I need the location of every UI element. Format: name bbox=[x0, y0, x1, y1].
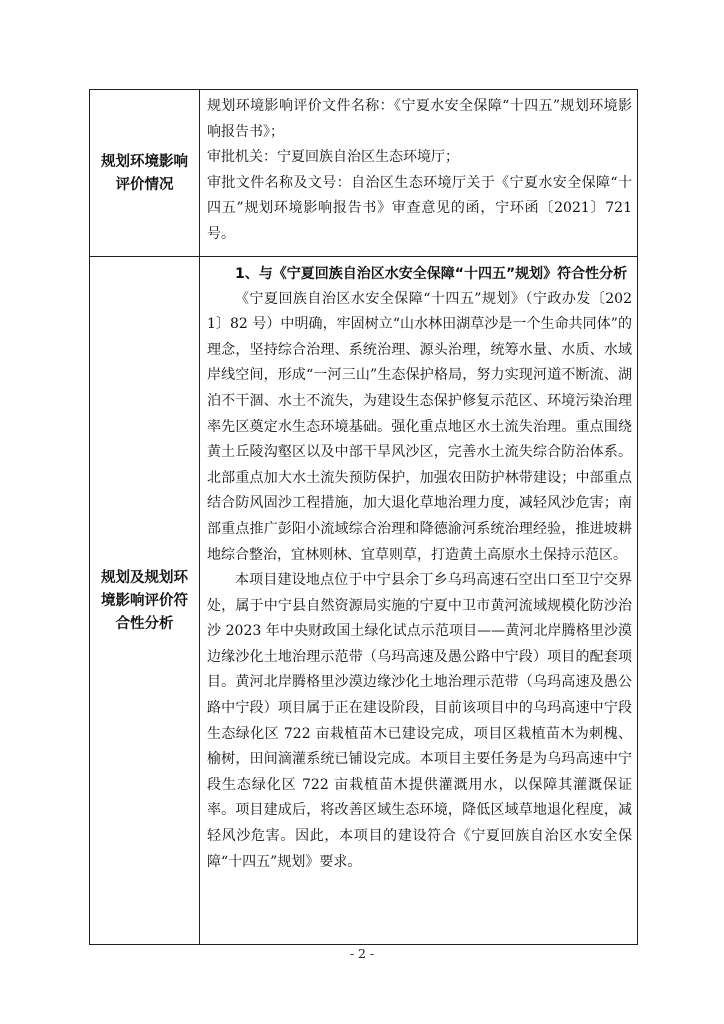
page-number: - 2 - bbox=[349, 946, 375, 961]
section-label-cell bbox=[90, 90, 200, 257]
plan-summary-paragraph: 《宁夏回族自治区水安全保障“十四五”规划》（宁政办发〔2021〕82 号）中明确，牢固树立“山水林田湖草沙是一个生命共同体”的理念，坚持综合治理、系统治理、源头治理，统筹水量、水质、水域岸线空间，形成“一河三山”生态保护格局，努力实现河道不断流、湖泊不干涸、水土不流失，为建设生态保护修复示范区、环境污染治理率先区奠定水生态环境基础。强化重点地区水土流失治理。重点围绕黄土丘陵沟壑区以及中部干旱风沙区，完善水土流失综合防治体系。北部重点加大水土流失预防保护，加强农田防护林带建设；中部重点结合防风固沙工程措施，加大退化草地治理力度，减轻风沙危害；南部重点推广彭阳小流域综合治理和降德渝河系统治理经验，推进坡耕地综合整治，宜林则林、宜草则草，打造黄土高原水土保持示范区。 bbox=[207, 290, 632, 563]
section-label: 规划及规划环境影响评价符合性分析 bbox=[101, 568, 188, 632]
section-content-cell bbox=[200, 256, 638, 944]
approval-document-line: 审批文件名称及文号：自治区生态环境厅关于《宁夏水安全保障“十四五”规划环境影响报告书》审查意见的函，宁环函〔2021〕721 号。 bbox=[207, 174, 632, 242]
section-label: 规划环境影响评价情况 bbox=[101, 152, 188, 193]
section-content-cell bbox=[200, 90, 638, 257]
document-name-line: 规划环境影响评价文件名称：《宁夏水安全保障“十四五”规划环境影响报告书》； bbox=[207, 98, 632, 140]
assessment-table bbox=[89, 89, 638, 945]
section-heading: 1、与《宁夏回族自治区水安全保障“十四五”规划》符合性分析 bbox=[235, 265, 628, 282]
table-row bbox=[90, 256, 638, 944]
approval-authority-line: 审批机关：宁夏回族自治区生态环境厅； bbox=[207, 149, 459, 166]
table-row bbox=[90, 90, 638, 257]
project-conformity-paragraph: 本项目建设地点位于中宁县余丁乡乌玛高速石空出口至卫宁交界处，属于中宁县自然资源局实施的宁夏中卫市黄河流域规模化防沙治沙 2023 年中央财政国土绿化试点示范项目——黄河北岸腾格里沙漠边缘沙化土地治理示范带（乌玛高速及愚公路中宁段）项目的配套项目。黄河北岸腾格里沙漠边缘沙化土地治理示范带（乌玛高速及愚公路中宁段）项目属于正在建设阶段，目前该项目中的乌玛高速中宁段生态绿化区 722 亩栽植苗木已建设完成，项目区栽植苗木为刺槐、榆树，田间滴灌系统已铺设完成。本项目主要任务是为乌玛高速中宁段生态绿化区 722 亩栽植苗木提供灌溉用水，以保障其灌溉保证率。项目建成后，将改善区域生态环境，降低区域草地退化程度，减轻风沙危害。因此，本项目的建设符合《宁夏回族自治区水安全保障“十四五”规划》要求。 bbox=[207, 572, 632, 870]
section-label-cell bbox=[90, 256, 200, 944]
